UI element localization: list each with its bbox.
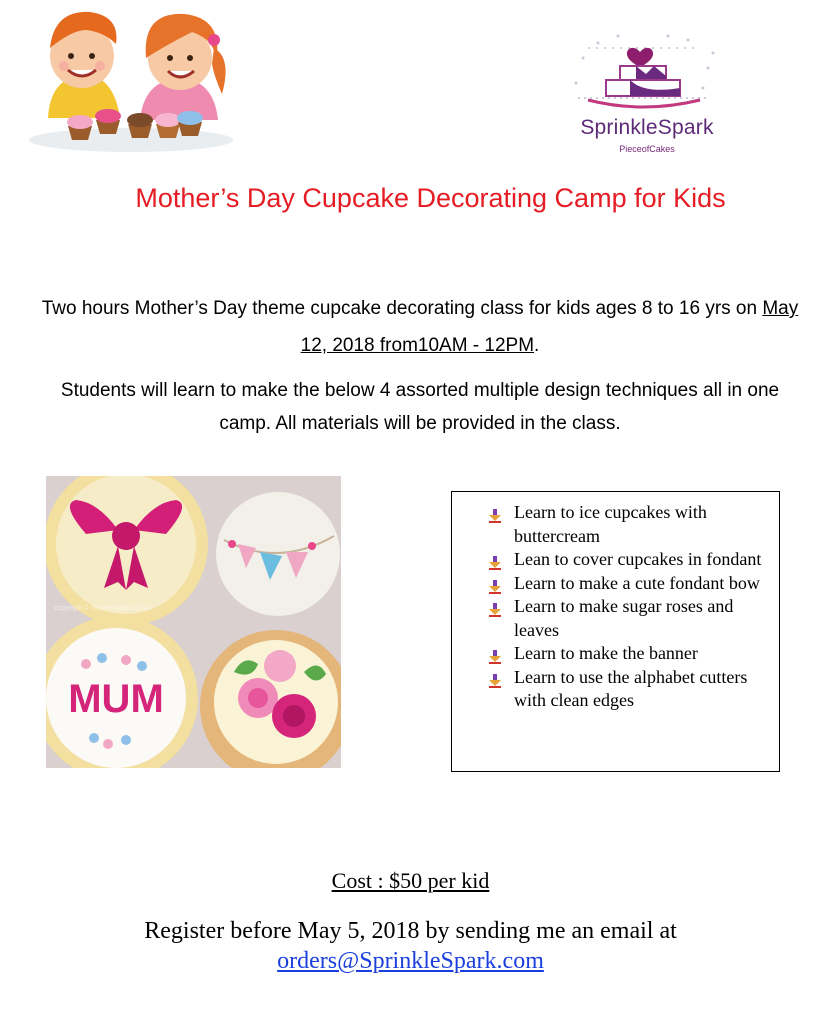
technique-item: [488, 501, 779, 548]
photo-watermark: copyright © Sweet Works 2014: [54, 605, 151, 612]
intro-paragraph: [40, 290, 800, 364]
technique-text: Learn to make sugar roses and leaves: [514, 596, 734, 640]
arrow-down-bullet-icon: [488, 577, 502, 591]
cupcakes-photo: [46, 476, 341, 768]
technique-text: Learn to use the alphabet cutters with clean edges: [514, 666, 748, 710]
logo-brand-name: SprinkleSpark: [580, 116, 714, 139]
technique-item: [488, 572, 779, 596]
register-text: Register before May 5, 2018 by sending me an email at: [144, 918, 677, 944]
page-title: Mother’s Day Cupcake Decorating Camp for Kids: [135, 183, 726, 213]
students-paragraph: Students will learn to make the below 4 assorted multiple design techniques all in one camp. All materials will be provided in the class.: [60, 380, 780, 434]
kids-decorating-illustration: [28, 8, 234, 154]
techniques-box: [451, 491, 780, 772]
cost-line: [0, 868, 821, 894]
technique-text: Lean to cover cupcakes in fondant: [514, 549, 762, 569]
technique-item: [488, 595, 779, 642]
email-link[interactable]: orders@SprinkleSpark.com: [277, 948, 544, 974]
arrow-down-bullet-icon: [488, 647, 502, 661]
intro-period: .: [534, 335, 540, 356]
technique-text: Learn to make a cute fondant bow: [514, 572, 760, 593]
technique-item: [488, 642, 779, 666]
arrow-down-bullet-icon: [488, 506, 502, 520]
mum-lettering: MUM: [68, 677, 164, 721]
arrow-down-bullet-icon: [488, 600, 502, 614]
camp-date: May 12, 2018 from10AM - 12PM: [300, 298, 799, 356]
techniques-list: [452, 492, 779, 713]
cost-text: Cost : $50 per kid: [331, 868, 490, 893]
technique-item: [488, 548, 779, 572]
intro-text: Two hours Mother’s Day theme cupcake decorating class for kids ages 8 to 16 yrs on: [41, 298, 763, 319]
arrow-down-bullet-icon: [488, 671, 502, 685]
email-line: [0, 948, 821, 975]
technique-item: [488, 666, 779, 713]
technique-text: Learn to make the banner: [514, 643, 698, 663]
technique-text: Learn to ice cupcakes with buttercream: [514, 502, 707, 546]
arrow-down-bullet-icon: [488, 553, 502, 567]
logo-tagline: PieceofCakes: [619, 144, 675, 154]
